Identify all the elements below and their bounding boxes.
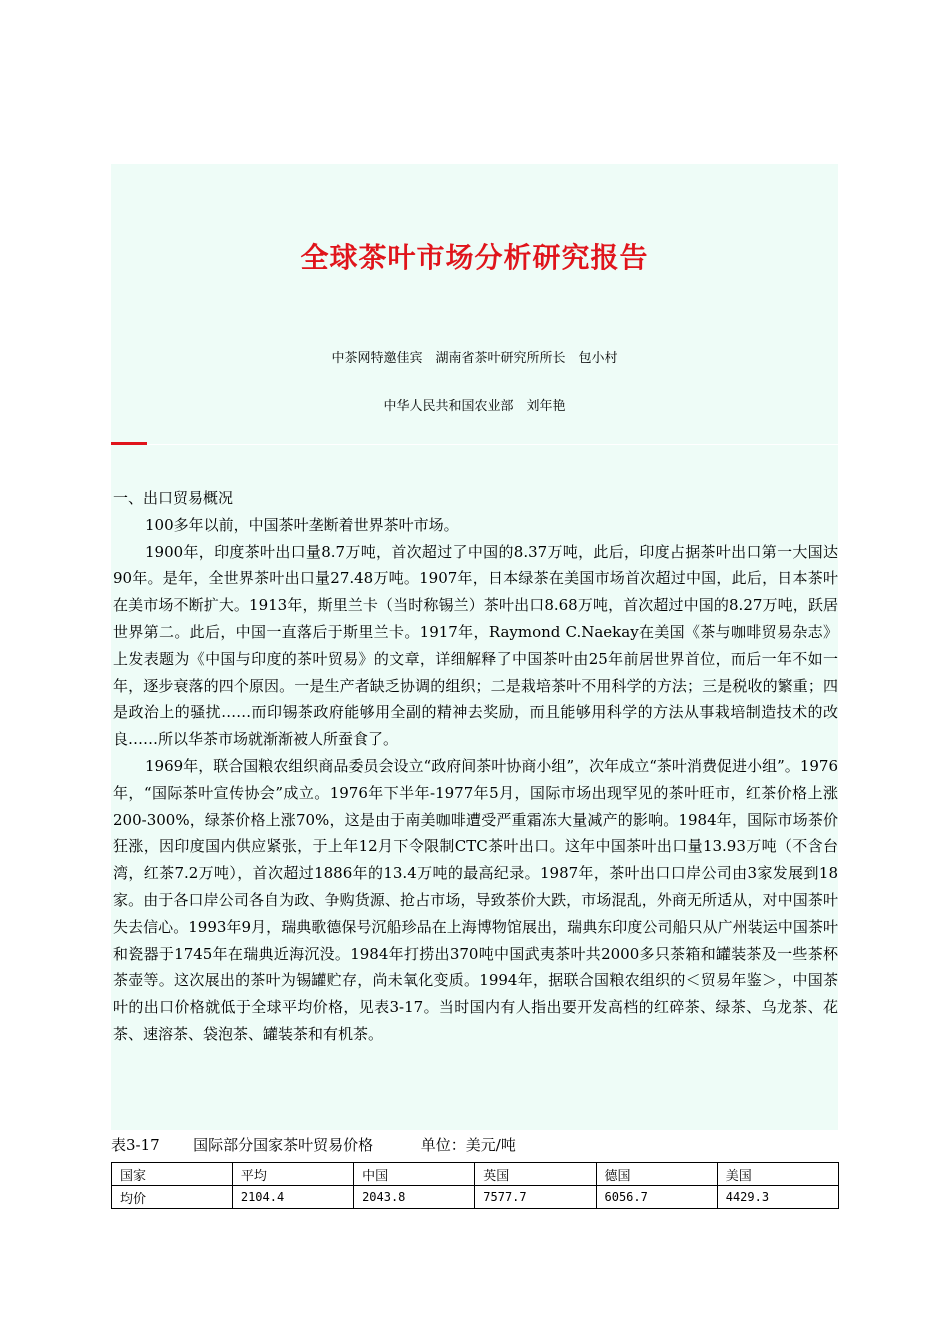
author-byline-1: 中茶网特邀佳宾 湖南省茶叶研究所所长 包小村 xyxy=(331,351,618,366)
table-row xyxy=(112,1186,839,1209)
table-caption xyxy=(111,1134,838,1155)
table-cell: 7577.7 xyxy=(475,1186,596,1209)
table-cell: 2104.4 xyxy=(232,1186,353,1209)
table-header-cell: 中国 xyxy=(354,1163,475,1186)
document-title: 全球茶叶市场分析研究报告 xyxy=(300,241,649,274)
section-heading: 一、出口贸易概况 xyxy=(113,489,234,507)
price-table xyxy=(111,1162,839,1209)
table-row-label: 均价 xyxy=(112,1186,233,1209)
table-unit: 单位：美元/吨 xyxy=(420,1136,516,1154)
table-title: 国际部分国家茶叶贸易价格 xyxy=(193,1136,374,1154)
table-cell: 6056.7 xyxy=(596,1186,717,1209)
table-cell: 2043.8 xyxy=(354,1186,475,1209)
red-divider xyxy=(111,442,147,445)
table-header-cell: 平均 xyxy=(232,1163,353,1186)
table-header-cell: 美国 xyxy=(717,1163,838,1186)
table-header-cell: 英国 xyxy=(475,1163,596,1186)
paragraph: 100多年以前，中国茶叶垄断着世界茶叶市场。 xyxy=(145,515,459,534)
author-byline-2: 中华人民共和国农业部 刘年艳 xyxy=(383,399,566,414)
paragraph: 1969年，联合国粮农组织商品委员会设立“政府间茶叶协商小组”，次年成立“茶叶消费促进小组”。1976年，“国际茶叶宣传协会”成立。1976年下半年-1977年5月，国际市场出现罕见的茶叶旺市，红茶价格上涨200-300%，绿茶价格上涨70%，这是由于南美咖啡遭受严重霜冻大量减产的影响。1984年，国际市场茶价狂涨，因印度国内供应紧张，于上年12月下令限制CTC茶叶出口。这年中国茶叶出口量13.93万吨（不含台湾，红茶7.2万吨），首次超过1886年的13.4万吨的最高纪录。1987年，茶叶出口口岸公司由3家发展到18家。由于各口岸公司各自为政、争购货源、抢占市场，导致茶价大跌，市场混乱，外商无所适从，对中国茶叶失去信心。1993年9月，瑞典歌德保号沉船珍品在上海博物馆展出，瑞典东印度公司船只从广州装运中国茶叶和瓷器于1745年在瑞典近海沉没。1984年打捞出370吨中国武夷茶叶共2000多只茶箱和罐装茶及一些茶杯茶壶等。这次展出的茶叶为锡罐贮存，尚未氧化变质。1994年，据联合国粮农组织的＜贸易年鉴＞，中国茶叶的出口价格就低于全球平均价格，见表3-17。当时国内有人指出要开发高档的红碎茶、绿茶、乌龙茶、花茶、速溶茶、袋泡茶、罐装茶和有机茶。 xyxy=(113,756,838,1043)
document-body xyxy=(113,485,838,1048)
table-number: 表3-17 xyxy=(111,1136,160,1154)
paragraph: 1900年，印度茶叶出口量8.7万吨，首次超过了中国的8.37万吨，此后，印度占据茶叶出口第一大国达90年。是年，全世界茶叶出口量27.48万吨。1907年，日本绿茶在美国市场首次超过中国，此后，日本茶叶在美市场不断扩大。1913年，斯里兰卡（当时称锡兰）茶叶出口8.68万吨，首次超过中国的8.27万吨，跃居世界第二。此后，中国一直落后于斯里兰卡。1917年，Raymond C.Naekay在美国《茶与咖啡贸易杂志》上发表题为《中国与印度的茶叶贸易》的文章，详细解释了中国茶叶由25年前居世界首位，而后一年不如一年，逐步衰落的四个原因。一是生产者缺乏协调的组织；二是栽培茶叶不用科学的方法；三是税收的繁重；四是政治上的骚扰……而印锡茶政府能够用全副的精神去奖励，而且能够用科学的方法从事栽培制造技术的改良……所以华茶市场就渐渐被人所蚕食了。 xyxy=(113,542,838,749)
table-header-cell: 国家 xyxy=(112,1163,233,1186)
table-header-row xyxy=(112,1163,839,1186)
table-header-cell: 德国 xyxy=(596,1163,717,1186)
table-cell: 4429.3 xyxy=(717,1186,838,1209)
